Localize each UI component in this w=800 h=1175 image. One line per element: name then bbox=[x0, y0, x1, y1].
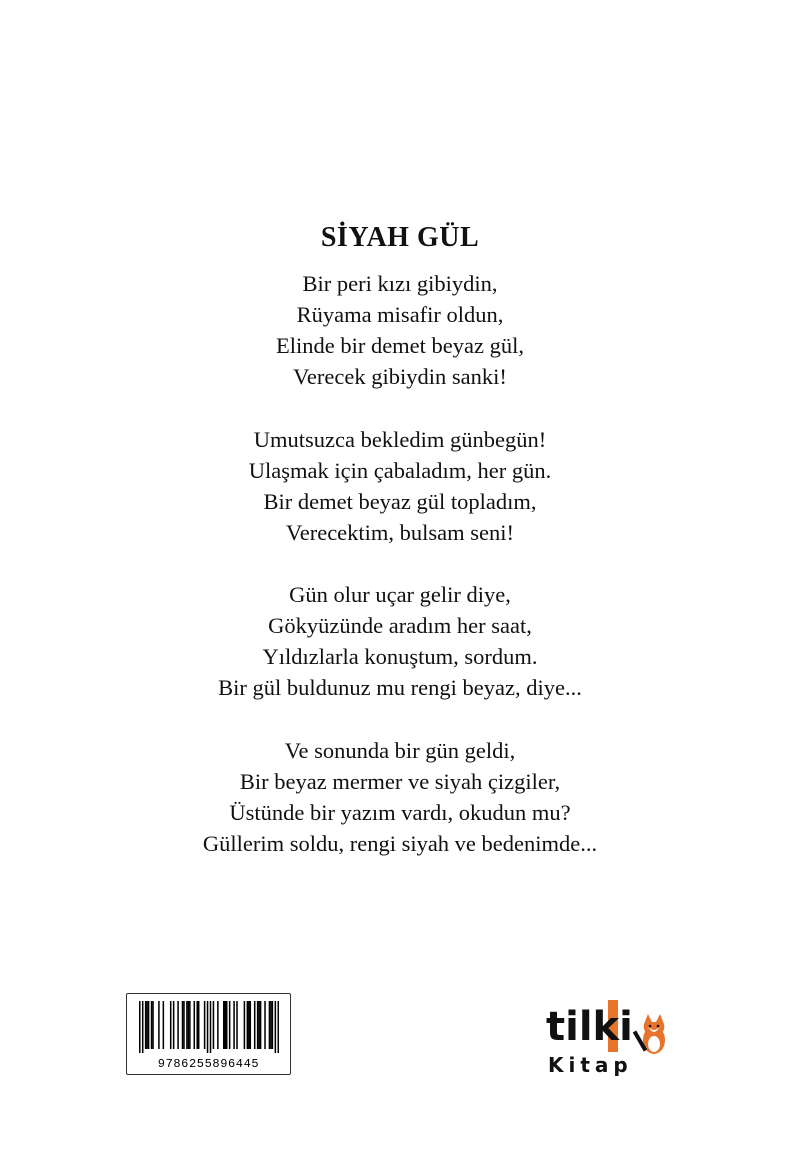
barcode-bar bbox=[217, 1001, 219, 1049]
isbn-barcode bbox=[126, 993, 291, 1075]
poem-line: Verecektim, bulsam seni! bbox=[285, 519, 515, 545]
barcode-bar bbox=[250, 1001, 252, 1049]
stanza-1 bbox=[0, 268, 800, 392]
stanza-4 bbox=[0, 735, 800, 859]
stanza-3 bbox=[0, 579, 800, 703]
barcode-bar bbox=[258, 1001, 260, 1049]
poem-line: Bir peri kızı gibiydin, bbox=[302, 271, 498, 296]
barcode-bar bbox=[158, 1001, 160, 1049]
barcode-bar bbox=[145, 1001, 147, 1049]
barcode-bar bbox=[264, 1001, 266, 1049]
barcode-bar bbox=[163, 1001, 165, 1049]
barcode-bar bbox=[278, 1001, 279, 1053]
barcode-bar bbox=[186, 1001, 188, 1049]
barcode-bar bbox=[236, 1001, 238, 1049]
barcode-bar bbox=[196, 1001, 198, 1049]
barcode-bar bbox=[194, 1001, 196, 1049]
barcode-bar bbox=[244, 1001, 246, 1049]
barcode-bar bbox=[269, 1001, 271, 1049]
fox-icon bbox=[633, 1014, 665, 1054]
barcode-bar bbox=[173, 1001, 175, 1049]
poem-line: Üstünde bir yazım vardı, okudun mu? bbox=[229, 799, 571, 825]
stanza-2 bbox=[0, 424, 800, 548]
poem-line: Güllerim soldu, rengi siyah ve bedenimde... bbox=[202, 830, 598, 856]
barcode-bar bbox=[260, 1001, 262, 1049]
barcode-bar bbox=[182, 1001, 184, 1049]
isbn-number: 9786255896445 bbox=[157, 1057, 260, 1071]
barcode-bar bbox=[204, 1001, 206, 1049]
barcode-bar bbox=[247, 1001, 249, 1049]
barcode-bar bbox=[148, 1001, 150, 1049]
publisher-logo bbox=[544, 996, 672, 1076]
barcode-bar bbox=[223, 1001, 225, 1049]
barcode-bar bbox=[248, 1001, 250, 1049]
poem-line: Elinde bir demet beyaz gül, bbox=[275, 333, 525, 358]
barcode-bar bbox=[177, 1001, 179, 1049]
barcode-bar bbox=[233, 1001, 235, 1049]
publisher-logo-graphic bbox=[544, 996, 672, 1076]
poem-line: Bir beyaz mermer ve siyah çizgiler, bbox=[239, 768, 561, 794]
poem-title: SİYAH GÜL bbox=[320, 222, 480, 253]
barcode-bar bbox=[229, 1001, 231, 1049]
barcode-bar bbox=[207, 1001, 209, 1053]
poem-body bbox=[0, 268, 800, 890]
barcode-bar bbox=[210, 1001, 212, 1053]
poem-line: Bir gül buldunuz mu rengi beyaz, diye... bbox=[218, 675, 582, 700]
barcode-bar bbox=[142, 1001, 144, 1053]
barcode-bar bbox=[270, 1001, 272, 1049]
poem-line: Verecek gibiydin sanki! bbox=[293, 364, 507, 389]
barcode-bar bbox=[257, 1001, 259, 1049]
barcode-bar bbox=[224, 1001, 226, 1049]
logo-wordmark-tilki: tilki bbox=[546, 1004, 633, 1050]
barcode-bars bbox=[139, 1001, 279, 1053]
barcode-bar bbox=[183, 1001, 185, 1049]
poem-line: Ulaşmak için çabaladım, her gün. bbox=[248, 457, 552, 483]
barcode-bar bbox=[213, 1001, 215, 1049]
barcode-bar bbox=[188, 1001, 190, 1049]
poem-line: Bir demet beyaz gül topladım, bbox=[263, 488, 537, 514]
poem-line: Gökyüzünde aradım her saat, bbox=[268, 613, 532, 638]
poem-line: Rüyama misafir oldun, bbox=[296, 302, 504, 327]
poem-line: Ve sonunda bir gün geldi, bbox=[284, 737, 516, 763]
barcode-bar bbox=[151, 1001, 153, 1049]
barcode-bar bbox=[226, 1001, 228, 1049]
barcode-bar bbox=[152, 1001, 154, 1049]
poem-line: Gün olur uçar gelir diye, bbox=[289, 582, 511, 607]
barcode-bar bbox=[272, 1001, 274, 1049]
poem-line: Umutsuzca bekledim günbegün! bbox=[253, 426, 547, 452]
barcode-bar bbox=[170, 1001, 172, 1049]
logo-wordmark-kitap: Kitap bbox=[548, 1053, 633, 1076]
barcode-bar bbox=[198, 1001, 200, 1049]
barcode-bar bbox=[275, 1001, 277, 1053]
barcode-bar bbox=[139, 1001, 141, 1053]
barcode-bar bbox=[189, 1001, 191, 1049]
poem-line: Yıldızlarla konuştum, sordum. bbox=[262, 644, 538, 669]
barcode-bar bbox=[146, 1001, 148, 1049]
barcode-bar bbox=[254, 1001, 256, 1049]
